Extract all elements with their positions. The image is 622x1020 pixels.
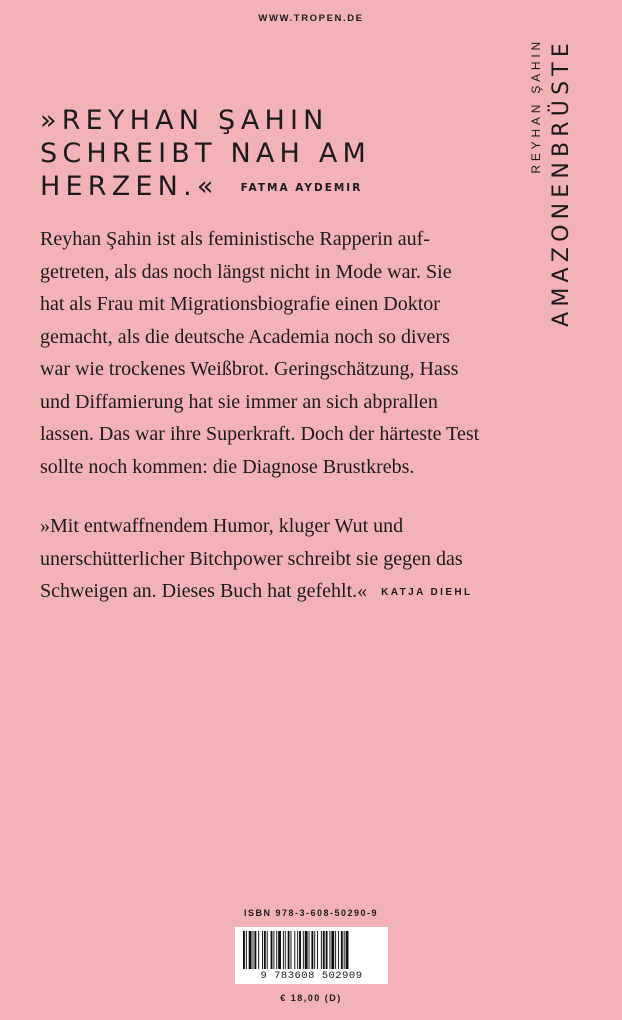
barcode-bar <box>344 931 345 969</box>
blurb-line: getreten, als das noch längst nicht in Mode war. Sie <box>40 260 452 283</box>
barcode-bar <box>321 931 322 969</box>
barcode <box>235 927 388 984</box>
barcode-bar <box>309 931 310 969</box>
blurb-line: lassen. Das war ihre Superkraft. Doch der härteste Test <box>40 423 480 445</box>
barcode-bar <box>335 931 336 969</box>
barcode-bar <box>299 931 301 969</box>
barcode-bar <box>246 931 247 969</box>
price: € 18,00 (D) <box>280 993 342 1003</box>
barcode-bar <box>249 931 252 969</box>
barcode-bar <box>243 931 245 969</box>
quote-line: »Mit entwaffnendem Humor, kluger Wut und <box>40 515 404 537</box>
headline-line-2: SCHREIBT NAH AM <box>40 138 371 169</box>
barcode-bar <box>271 931 273 969</box>
barcode-bar <box>317 931 318 969</box>
blurb-line: hat als Frau mit Migrationsbiografie einen Doktor <box>40 293 440 315</box>
blurb-line: gemacht, als die deutsche Academia noch so divers <box>40 325 450 348</box>
barcode-bar <box>323 931 325 969</box>
spine-title: AMAZONENBRÜSTE <box>549 38 574 327</box>
barcode-bar <box>314 931 315 969</box>
publisher-url: WWW.TROPEN.DE <box>258 13 364 24</box>
headline-quote <box>40 104 510 205</box>
barcode-bar <box>346 931 349 969</box>
barcode-bar <box>305 931 308 969</box>
barcode-bar <box>331 931 334 969</box>
barcode-bar <box>338 931 339 969</box>
barcode-bar <box>278 931 281 969</box>
barcode-bar <box>303 931 304 969</box>
headline-attribution: FATMA AYDEMIR <box>240 182 363 194</box>
barcode-bar <box>253 931 254 969</box>
headline-line-3-text: HERZEN.« <box>40 171 219 202</box>
barcode-bar <box>294 931 295 969</box>
barcode-bar <box>311 931 313 969</box>
quote-attribution: KATJA DIEHL <box>381 587 473 598</box>
headline-line-1: »REYHAN ŞAHIN <box>40 105 329 136</box>
barcode-bar <box>285 931 286 969</box>
quote-line-3-text: Schweigen an. Dieses Buch hat gefehlt.« <box>40 580 368 602</box>
barcode-bar <box>283 931 284 969</box>
barcode-bar <box>329 931 330 969</box>
barcode-bars <box>243 931 380 969</box>
barcode-bar <box>297 931 298 969</box>
quote-line: unerschütterlicher Bitchpower schreibt sie gegen das <box>40 547 463 570</box>
barcode-bar <box>291 931 292 969</box>
barcode-bar <box>273 931 274 969</box>
barcode-bar <box>341 931 343 969</box>
barcode-bar <box>264 931 266 969</box>
barcode-bar <box>326 931 328 969</box>
blurb-text <box>40 223 510 483</box>
blurb-line: Reyhan Şahin ist als feministische Rapperin auf- <box>40 228 430 250</box>
spine-text <box>525 38 580 388</box>
barcode-bar <box>258 931 259 969</box>
spine-author: REYHAN ŞAHIN <box>529 38 543 174</box>
quote-line <box>40 575 510 610</box>
barcode-bar <box>254 931 256 969</box>
blurb-line: war wie trockenes Weißbrot. Geringschätzung, Hass <box>40 358 459 380</box>
barcode-bar <box>276 931 277 969</box>
headline-line-3 <box>40 170 510 205</box>
review-quote <box>40 510 510 610</box>
barcode-bar <box>262 931 263 969</box>
barcode-digits: 9 783608 502909 <box>260 970 363 982</box>
barcode-bar <box>288 931 290 969</box>
isbn-number: ISBN 978-3-608-50290-9 <box>243 908 379 918</box>
barcode-bar <box>267 931 268 969</box>
blurb-line: sollte noch kommen: die Diagnose Brustkrebs. <box>40 455 415 478</box>
blurb-line: und Diffamierung hat sie immer an sich abprallen <box>40 390 438 413</box>
